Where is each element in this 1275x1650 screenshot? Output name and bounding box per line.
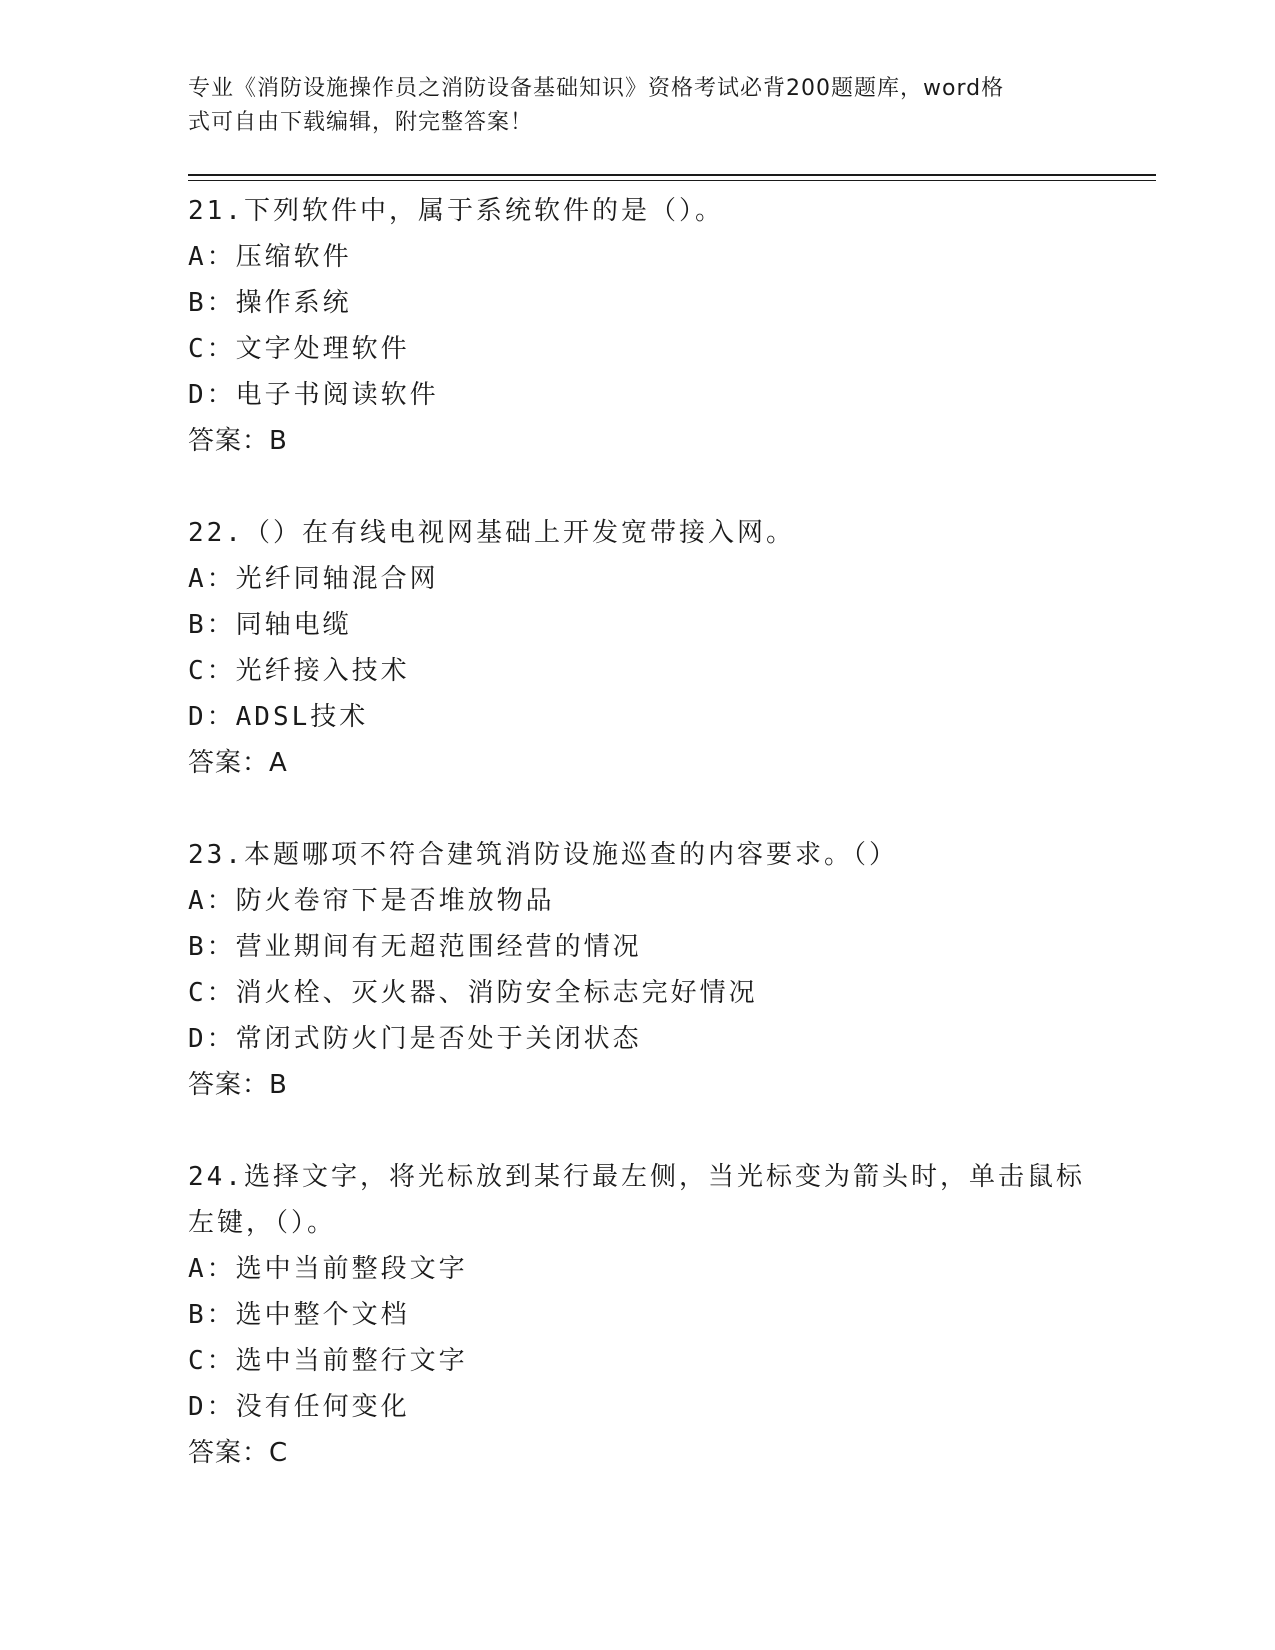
header-line-2: 式可自由下载编辑，附完整答案！ <box>188 110 534 135</box>
question-22 <box>188 510 1088 786</box>
header-line-1: 专业《消防设施操作员之消防设备基础知识》资格考试必背200题题库，word格 <box>188 76 1005 101</box>
question-list <box>188 188 1088 1522</box>
document-header <box>188 72 1068 140</box>
option-a: A：防火卷帘下是否堆放物品 <box>188 886 555 916</box>
answer-line: 答案：A <box>188 748 288 778</box>
option-c: C：选中当前整行文字 <box>188 1346 468 1376</box>
answer-line: 答案：B <box>188 1070 288 1100</box>
option-d: D：没有任何变化 <box>188 1392 410 1422</box>
question-stem: 23.本题哪项不符合建筑消防设施巡查的内容要求。（） <box>188 840 898 870</box>
option-b: B：操作系统 <box>188 288 352 318</box>
question-21 <box>188 188 1088 464</box>
option-b: B：营业期间有无超范围经营的情况 <box>188 932 642 962</box>
question-24 <box>188 1154 1088 1476</box>
answer-line: 答案：B <box>188 426 288 456</box>
header-divider-thick <box>188 174 1156 176</box>
option-a: A：光纤同轴混合网 <box>188 564 439 594</box>
option-d: D：常闭式防火门是否处于关闭状态 <box>188 1024 642 1054</box>
answer-line: 答案：C <box>188 1438 289 1468</box>
option-a: A：压缩软件 <box>188 242 352 272</box>
option-d: D：ADSL技术 <box>188 702 369 732</box>
question-stem: 22.（）在有线电视网基础上开发宽带接入网。 <box>188 518 795 548</box>
option-b: B：选中整个文档 <box>188 1300 410 1330</box>
option-c: C：文字处理软件 <box>188 334 410 364</box>
option-c: C：消火栓、灭火器、消防安全标志完好情况 <box>188 978 758 1008</box>
option-c: C：光纤接入技术 <box>188 656 410 686</box>
question-stem: 21.下列软件中，属于系统软件的是（）。 <box>188 196 724 226</box>
question-23 <box>188 832 1088 1108</box>
option-b: B：同轴电缆 <box>188 610 352 640</box>
header-divider-thin <box>188 180 1156 181</box>
question-stem: 24.选择文字，将光标放到某行最左侧，当光标变为箭头时，单击鼠标左键，（）。 <box>188 1162 1085 1238</box>
option-d: D：电子书阅读软件 <box>188 380 439 410</box>
option-a: A：选中当前整段文字 <box>188 1254 468 1284</box>
